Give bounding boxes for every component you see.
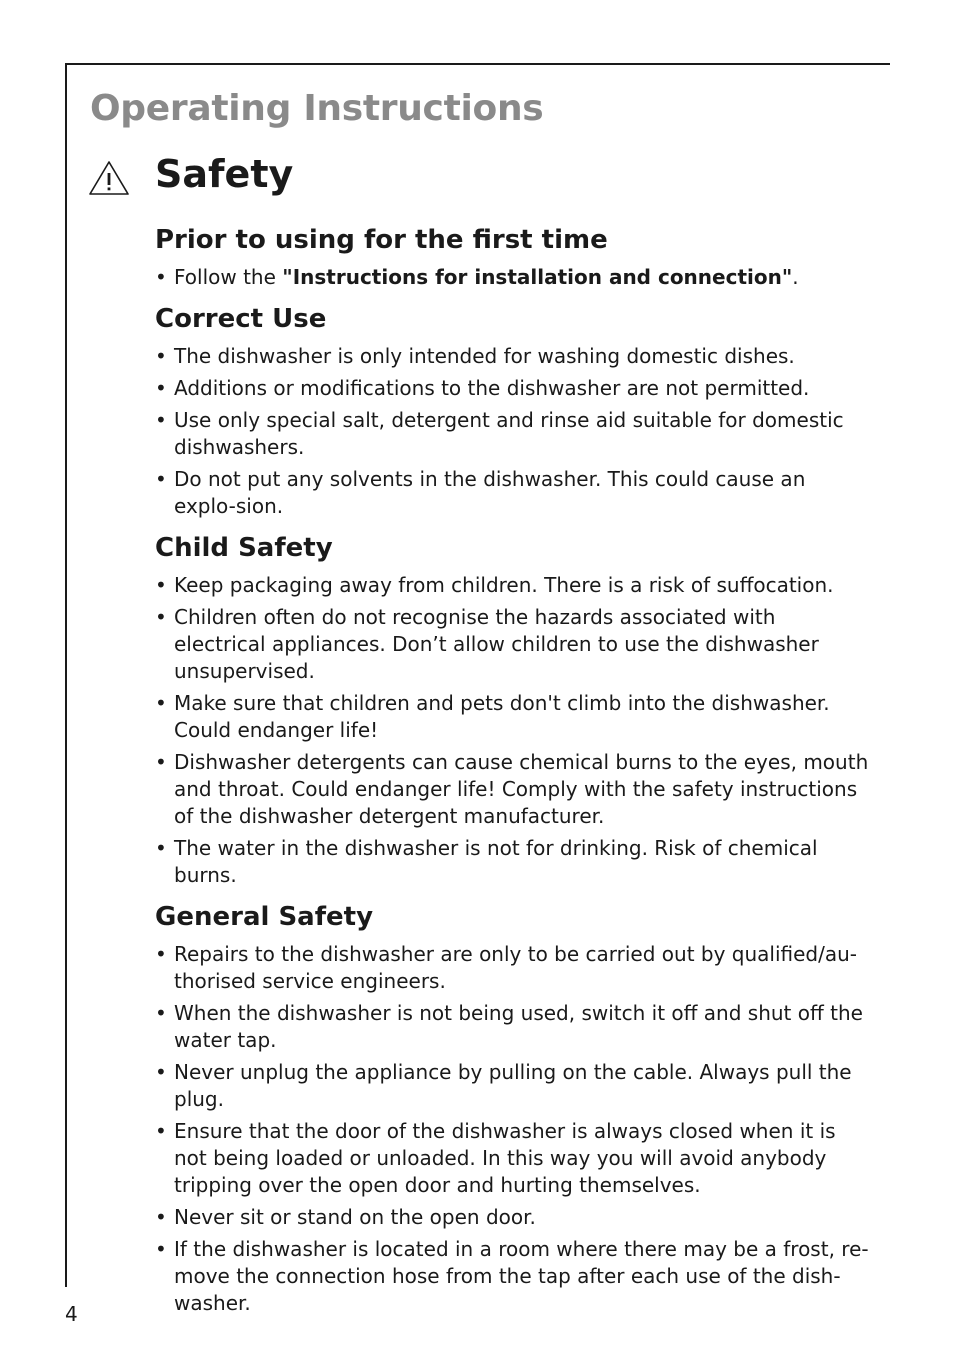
list-item: • Never unplug the appliance by pulling on the cable. Always pull the plug. [155, 1059, 870, 1113]
safety-content [155, 222, 870, 1327]
list-item: • Children often do not recognise the hazards associated with electrical appliances. Don’t allow children to use the dishwasher unsupervised. [155, 604, 870, 685]
list-item: • Use only special salt, detergent and rinse aid suitable for domestic dishwashers. [155, 407, 870, 461]
instructions-reference: "Instructions for installation and connection" [282, 265, 793, 289]
list-item: • Never sit or stand on the open door. [155, 1204, 870, 1231]
list-item: • Do not put any solvents in the dishwasher. This could cause an explo-sion. [155, 466, 870, 520]
subsection-title-child-safety: Child Safety [155, 533, 333, 563]
list-item: • Follow the "Instructions for installation and connection". [155, 264, 870, 291]
list-item: • Ensure that the door of the dishwasher is always closed when it is not being loaded or unloaded. In this way you will avoid anybody tripping over the open door and hurting themselves. [155, 1118, 870, 1199]
subsection-title-first-use: Prior to using for the first time [155, 225, 608, 255]
section-title: Safety [155, 152, 294, 196]
list-correct-use [155, 343, 870, 520]
subsection-title-correct-use: Correct Use [155, 304, 327, 334]
page-header: Operating Instructions [90, 88, 544, 129]
list-item: • The dishwasher is only intended for washing domestic dishes. [155, 343, 870, 370]
list-item: • If the dishwasher is located in a room where there may be a frost, re-move the connection hose from the tap after each use of the dish-washer. [155, 1236, 870, 1317]
frame-left-rule [65, 63, 67, 1287]
list-item: • Make sure that children and pets don't climb into the dishwasher. Could endanger life! [155, 690, 870, 744]
list-general-safety [155, 941, 870, 1317]
list-item: • Additions or modifications to the dishwasher are not permitted. [155, 375, 870, 402]
warning-triangle-icon [88, 160, 130, 196]
list-item: • Keep packaging away from children. There is a risk of suffocation. [155, 572, 870, 599]
subsection-title-general-safety: General Safety [155, 902, 374, 932]
list-child-safety [155, 572, 870, 889]
list-item: • When the dishwasher is not being used, switch it off and shut off the water tap. [155, 1000, 870, 1054]
frame-top-rule [65, 63, 890, 65]
page-number: 4 [65, 1302, 78, 1326]
list-item: • The water in the dishwasher is not for drinking. Risk of chemical burns. [155, 835, 870, 889]
list-item: • Repairs to the dishwasher are only to be carried out by qualified/au-thorised service engineers. [155, 941, 870, 995]
list-item: • Dishwasher detergents can cause chemical burns to the eyes, mouth and throat. Could endanger life! Comply with the safety instructions of the dishwasher detergent manufacturer. [155, 749, 870, 830]
list-first-use [155, 264, 870, 291]
